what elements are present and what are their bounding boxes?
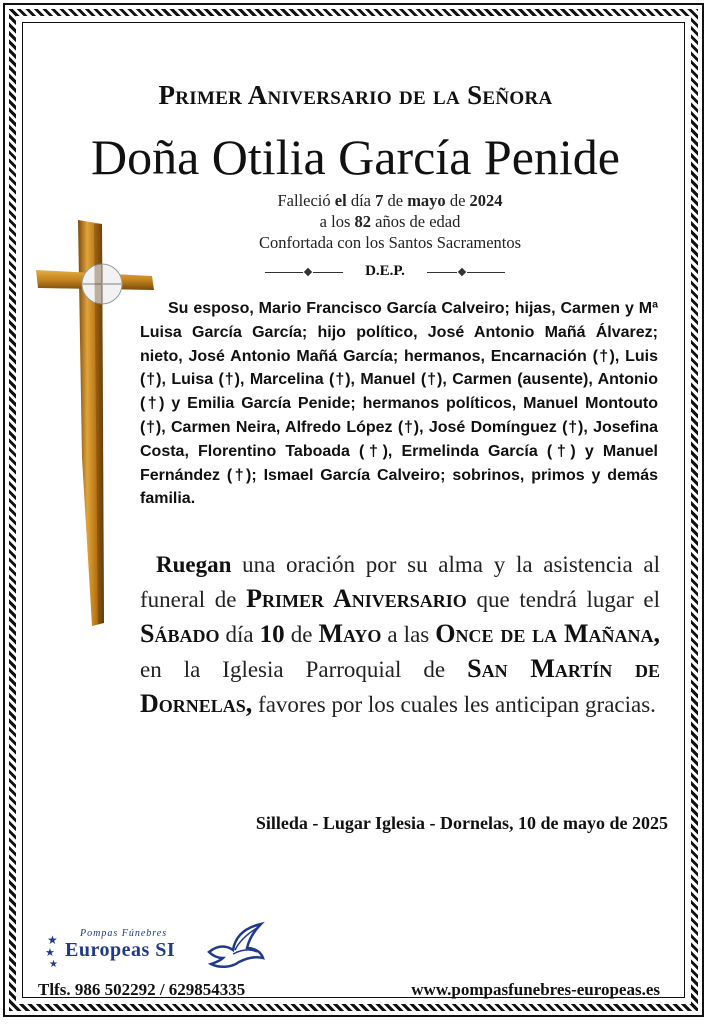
svg-text:★: ★: [49, 959, 58, 968]
svg-text:★: ★: [47, 933, 58, 947]
star-icon: [45, 932, 63, 968]
funeral-request: Ruegan una oración por su alma y la asistencia al funeral de Primer Aniversario que tendrá lugar el Sábado día 10 de Mayo a las Once de la Mañana, en la Iglesia Parroquial de San Martín de Dornelas, favores por los cuales les anticipan gracias.: [140, 552, 660, 718]
family-list: Su esposo, Mario Francisco García Calveiro; hijas, Carmen y Mª Luisa García García; hijo político, José Antonio Mañá Álvarez; nieto, José Antonio Mañá García; hermanos, Encarnación (†), Luis (†), Luisa (†), Marcelina (†), Manuel (†), Carmen (ausente), Antonio (†) y Emilia García Penide; hermanos políticos, Manuel Montouto (†), Carmen Neira, Alfredo López (†), José Domínguez (†), Josefina Costa, Florentino Taboada (†), Ermelinda García (†) y Manuel Fernández (†); Ismael García Calveiro; sobrinos, primos y demás familia.: [140, 300, 658, 508]
age-line: a los 82 años de edad: [319, 212, 461, 231]
sacraments-line: Confortada con los Santos Sacramentos: [258, 233, 522, 252]
svg-text:★: ★: [45, 946, 55, 959]
dove-icon: [205, 922, 267, 972]
dep-label: D.E.P.: [365, 263, 405, 279]
place-date: Silleda - Lugar Iglesia - Dornelas, 10 de mayo de 2025: [255, 813, 668, 833]
website-link[interactable]: www.pompasfunebres-europeas.es: [411, 980, 660, 999]
death-date-line: Falleció el día 7 de mayo de 2024: [277, 191, 503, 210]
dep-divider: [265, 263, 505, 283]
logo-subtitle: Pompas Fúnebres: [80, 928, 168, 939]
phone-numbers: Tlfs. 986 502292 / 629854335: [38, 980, 246, 999]
deceased-name: Doña Otilia García Penide: [91, 129, 620, 185]
anniversary-heading: Primer Aniversario de la Señora: [158, 80, 553, 110]
cross-icon: [34, 218, 156, 628]
logo-title: Europeas SI: [65, 939, 176, 961]
